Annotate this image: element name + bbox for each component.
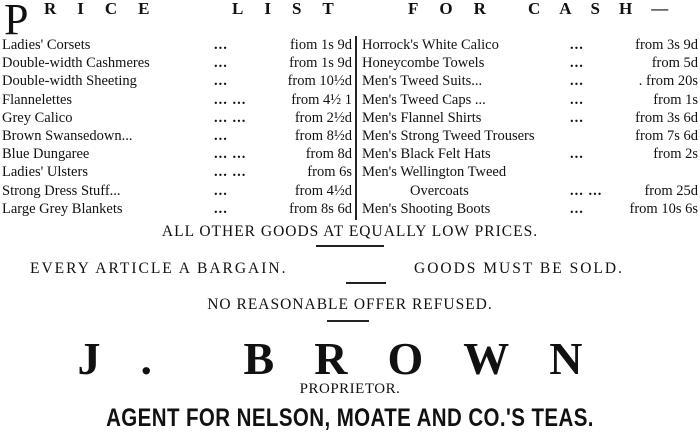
item-name: Double-width Cashmeres: [2, 55, 150, 72]
item-name: Strong Dress Stuff...: [2, 182, 121, 199]
leader-dots: ... ...: [214, 91, 247, 108]
item-name: Men's Tweed Caps ...: [362, 91, 486, 108]
leader-dots: ... ...: [214, 146, 247, 163]
agent-line: AGENT FOR NELSON, MOATE AND CO.'S TEAS.: [106, 404, 594, 432]
leader-dots: ...: [570, 200, 584, 217]
leader-dots: ...: [214, 37, 228, 53]
price-row: [2, 72, 352, 90]
heading-word-price: RICE: [44, 0, 171, 18]
proprietor-name: J. BROWN: [77, 333, 623, 384]
price-row: [362, 163, 698, 181]
leader-dots: ...: [570, 55, 584, 72]
leader-dots: ...: [214, 127, 228, 144]
item-name: Large Grey Blankets: [2, 200, 123, 217]
leader-dots: ...: [570, 91, 584, 108]
item-name: Men's Tweed Suits...: [362, 73, 483, 90]
column-divider: [355, 36, 357, 220]
heading-word-cash: CASH—: [528, 0, 688, 18]
item-price: from 8s 6d: [289, 200, 352, 217]
leader-dots: ...: [214, 73, 228, 90]
item-name: Brown Swansedown...: [2, 127, 133, 144]
item-name: Double-width Sheeting: [2, 73, 137, 90]
item-price: from 25d: [644, 182, 698, 199]
item-name: Grey Calico: [2, 109, 73, 126]
heading-initial: P: [4, 0, 29, 44]
item-price: from 4½ 1: [291, 91, 352, 108]
item-price: from 7s 6d: [635, 127, 698, 144]
item-name: Flannelettes: [2, 91, 73, 108]
price-row: [362, 109, 698, 127]
leader-dots: ... ...: [570, 182, 603, 199]
price-row: [362, 36, 698, 54]
bargain-line: EVERY ARTICLE A BARGAIN.: [30, 260, 288, 277]
price-row: [2, 200, 352, 218]
item-price: from 10s 6s: [629, 200, 698, 217]
price-row: [362, 182, 698, 200]
item-price: from 2½d: [294, 109, 352, 126]
item-name: Blue Dungaree: [2, 146, 90, 163]
item-price: fiom 1s 9d: [289, 37, 352, 53]
rule-2: [346, 282, 386, 284]
item-name: Men's Black Felt Hats: [362, 146, 491, 163]
price-row: [2, 127, 352, 145]
item-name: Men's Shooting Boots: [362, 200, 491, 217]
price-row: [362, 91, 698, 109]
leader-dots: ...: [570, 37, 584, 53]
leader-dots: ...: [570, 109, 584, 126]
item-name: Horrock's White Calico: [362, 37, 499, 53]
left-price-column: [2, 36, 352, 218]
price-row: [2, 91, 352, 109]
goods-sold-line: GOODS MUST BE SOLD.: [414, 260, 624, 277]
item-name: Men's Wellington Tweed: [362, 164, 507, 181]
price-row: [362, 200, 698, 218]
price-row: [362, 145, 698, 163]
rule-1: [316, 245, 384, 247]
offer-refused-line: NO REASONABLE OFFER REFUSED.: [207, 296, 493, 313]
leader-dots: ...: [570, 146, 584, 163]
leader-dots: ...: [570, 73, 584, 90]
price-row: [2, 36, 352, 54]
item-price: from 2s: [653, 146, 698, 163]
item-price: from 5d: [651, 55, 698, 72]
item-name: Overcoats: [410, 182, 469, 199]
leader-dots: ... ...: [214, 164, 247, 181]
price-row: [2, 54, 352, 72]
item-name: Honeycombe Towels: [362, 55, 485, 72]
leader-dots: ...: [214, 182, 228, 199]
proprietor-title: PROPRIETOR.: [299, 381, 401, 397]
leader-dots: ...: [214, 55, 228, 72]
heading-word-for: FOR: [408, 0, 507, 18]
item-price: from 6s: [307, 164, 352, 181]
price-row: [2, 182, 352, 200]
price-row: [2, 145, 352, 163]
item-price: from 4½d: [294, 182, 352, 199]
item-price: . from 20s: [638, 73, 698, 90]
item-name: Men's Strong Tweed Trousers: [362, 127, 535, 144]
heading-word-list: LIST: [232, 0, 355, 18]
item-price: from 8d: [305, 146, 352, 163]
item-price: from 3s 6d: [635, 109, 698, 126]
item-name: Ladies' Corsets: [2, 37, 91, 53]
right-price-column: [362, 36, 698, 218]
item-name: Ladies' Ulsters: [2, 164, 88, 181]
rule-3: [327, 320, 369, 322]
price-list-heading: [0, 0, 700, 44]
price-row: [362, 72, 698, 90]
price-row: [2, 163, 352, 181]
price-row: [2, 109, 352, 127]
price-row: [362, 54, 698, 72]
item-price: from 10½d: [287, 73, 352, 90]
item-price: from 3s 9d: [635, 37, 698, 53]
item-name: Men's Flannel Shirts: [362, 109, 482, 126]
price-row: [362, 127, 698, 145]
item-price: from 1s 9d: [289, 55, 352, 72]
low-prices-line: ALL OTHER GOODS AT EQUALLY LOW PRICES.: [161, 223, 539, 240]
item-price: from 8½d: [294, 127, 352, 144]
item-price: from 1s: [653, 91, 698, 108]
leader-dots: ...: [214, 200, 228, 217]
leader-dots: ... ...: [214, 109, 247, 126]
